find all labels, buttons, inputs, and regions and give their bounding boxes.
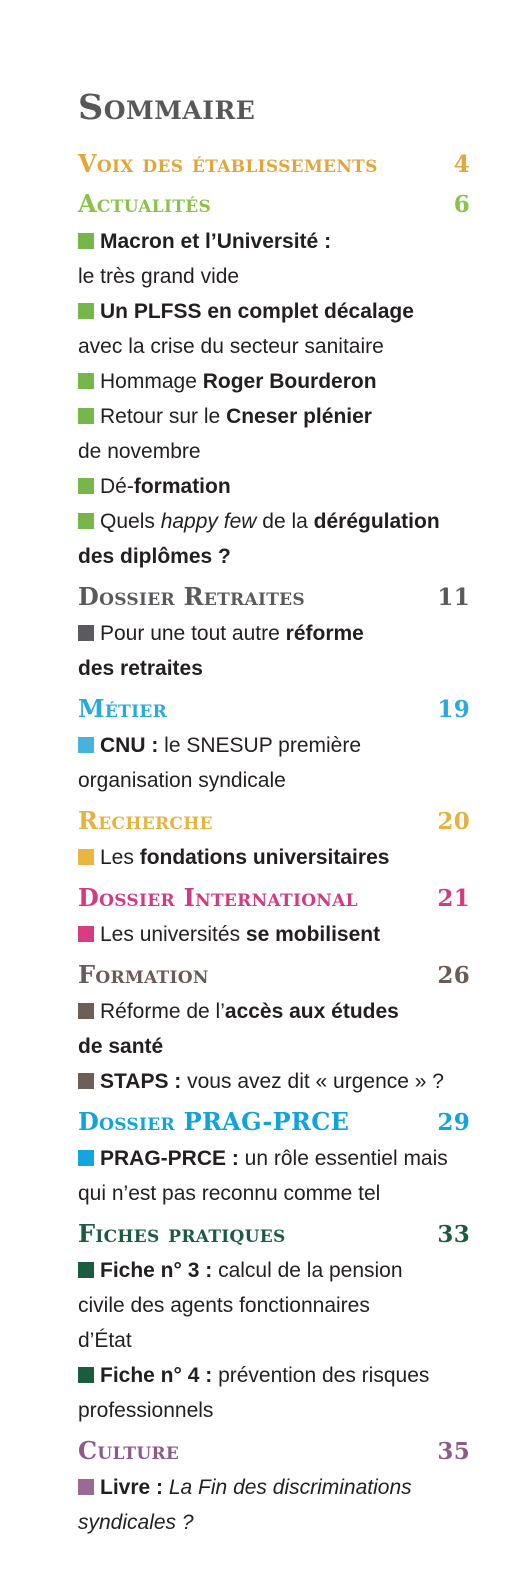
bullet-square — [78, 1003, 94, 1019]
bullet-square — [78, 233, 94, 249]
item-bold-text: des diplômes ? — [78, 545, 231, 568]
toc-item[interactable] — [78, 994, 470, 1064]
item-text: Hommage — [100, 370, 203, 393]
bullet-square — [78, 478, 94, 494]
section-international[interactable] — [78, 879, 470, 952]
item-bold-text: accès aux études — [224, 1000, 399, 1023]
item-bold-text: STAPS : — [100, 1070, 182, 1093]
item-bold-text: Cneser plénier — [226, 405, 372, 428]
item-text: civile des agents fonctionnaires — [78, 1294, 370, 1317]
item-italic-text: La Fin des discriminations — [163, 1476, 412, 1499]
item-text: Quels — [100, 510, 161, 533]
item-italic-text: syndicales ? — [78, 1511, 194, 1534]
item-text: vous avez dit « urgence » ? — [181, 1070, 444, 1093]
item-text: Dé- — [100, 475, 134, 498]
section-formation[interactable] — [78, 956, 470, 1099]
section-label: Dossier Retraites — [78, 582, 306, 611]
toc-item[interactable] — [78, 917, 470, 952]
toc-item[interactable] — [78, 728, 470, 798]
item-text: organisation syndicale — [78, 769, 286, 792]
toc-item[interactable] — [78, 840, 470, 875]
toc-item[interactable] — [78, 1470, 470, 1540]
page-number: 6 — [453, 191, 470, 218]
page-number: 19 — [437, 696, 470, 723]
item-bold-text: formation — [133, 475, 231, 498]
page-number: 20 — [437, 808, 470, 835]
bullet-square — [78, 1479, 94, 1495]
toc-item[interactable] — [78, 364, 470, 399]
bullet-square — [78, 926, 94, 942]
item-text: professionnels — [78, 1399, 214, 1422]
bullet-square — [78, 408, 94, 424]
bullet-square — [78, 1262, 94, 1278]
item-text: le très grand vide — [78, 265, 240, 288]
page-number: 21 — [437, 885, 470, 912]
section-label: Dossier International — [78, 883, 358, 912]
toc-item[interactable] — [78, 469, 470, 504]
bullet-square — [78, 1150, 94, 1166]
page-number: 35 — [437, 1438, 470, 1465]
toc-item[interactable] — [78, 504, 470, 574]
item-text: qui n’est pas reconnu comme tel — [78, 1182, 381, 1205]
item-text: prévention des risques — [212, 1364, 430, 1387]
section-label: Actualités — [78, 189, 212, 218]
section-label: Dossier PRAG-PRCE — [78, 1107, 350, 1136]
section-label: Métier — [78, 694, 168, 723]
page-number: 4 — [453, 151, 470, 178]
item-bold-text: PRAG-PRCE : — [100, 1147, 239, 1170]
page-number: 26 — [437, 962, 470, 989]
item-bold-text: réforme — [285, 622, 364, 645]
section-label: Culture — [78, 1436, 180, 1465]
page-number: 11 — [437, 584, 470, 611]
item-bold-text: Roger Bourderon — [202, 370, 377, 393]
toc-item[interactable] — [78, 1064, 470, 1099]
item-text: Retour sur le — [100, 405, 227, 428]
item-text: calcul de la pension — [212, 1259, 403, 1282]
section-culture[interactable] — [78, 1432, 470, 1540]
item-text: le SNESUP première — [158, 734, 362, 757]
section-label: Recherche — [78, 806, 213, 835]
table-of-contents — [78, 88, 470, 1540]
bullet-square — [78, 1073, 94, 1089]
item-bold-text: des retraites — [78, 657, 203, 680]
toc-item[interactable] — [78, 1358, 470, 1428]
page-number: 29 — [437, 1109, 470, 1136]
toc-item[interactable] — [78, 294, 470, 364]
item-bold-text: Macron et l’Université : — [100, 230, 332, 253]
section-recherche[interactable] — [78, 802, 470, 875]
section-actualites[interactable] — [78, 184, 470, 574]
bullet-square — [78, 303, 94, 319]
item-bold-text: Un PLFSS en complet décalage — [100, 300, 414, 323]
item-text: Réforme de l’ — [100, 1000, 225, 1023]
item-bold-text: Fiche n° 4 : — [100, 1364, 213, 1387]
bullet-square — [78, 737, 94, 753]
toc-item[interactable] — [78, 399, 470, 469]
bullet-square — [78, 625, 94, 641]
section-prag[interactable] — [78, 1103, 470, 1211]
item-bold-text: Fiche n° 3 : — [100, 1259, 213, 1282]
toc-item[interactable] — [78, 224, 470, 294]
bullet-square — [78, 513, 94, 529]
item-text: d’État — [78, 1329, 132, 1352]
item-text: avec la crise du secteur sanitaire — [78, 335, 384, 358]
toc-item[interactable] — [78, 1253, 470, 1358]
section-label: Fiches pratiques — [78, 1219, 286, 1248]
section-label: Formation — [78, 960, 209, 989]
item-text: de la — [256, 510, 314, 533]
section-fiches[interactable] — [78, 1215, 470, 1428]
item-bold-text: fondations universitaires — [139, 846, 390, 869]
item-bold-text: dérégulation — [313, 510, 440, 533]
item-bold-text: se mobilisent — [245, 923, 381, 946]
section-retraites[interactable] — [78, 578, 470, 686]
toc-item[interactable] — [78, 1141, 470, 1211]
item-text: un rôle essentiel mais — [238, 1147, 448, 1170]
page-number: 33 — [437, 1221, 470, 1248]
page-title: Sommaire — [78, 87, 256, 128]
toc-item[interactable] — [78, 616, 470, 686]
item-text: Les — [100, 846, 140, 869]
bullet-square — [78, 849, 94, 865]
item-bold-text: de santé — [78, 1035, 164, 1058]
section-metier[interactable] — [78, 690, 470, 798]
item-text: Pour une tout autre — [100, 622, 286, 645]
section-label: Voix des établissements — [78, 149, 378, 178]
item-bold-text: CNU : — [100, 734, 159, 757]
bullet-square — [78, 1367, 94, 1383]
item-text: Les universités — [100, 923, 246, 946]
item-italic-text: happy few — [160, 510, 257, 533]
item-text: de novembre — [78, 440, 201, 463]
item-bold-text: Livre : — [100, 1476, 164, 1499]
section-voix[interactable] — [78, 144, 470, 184]
bullet-square — [78, 373, 94, 389]
